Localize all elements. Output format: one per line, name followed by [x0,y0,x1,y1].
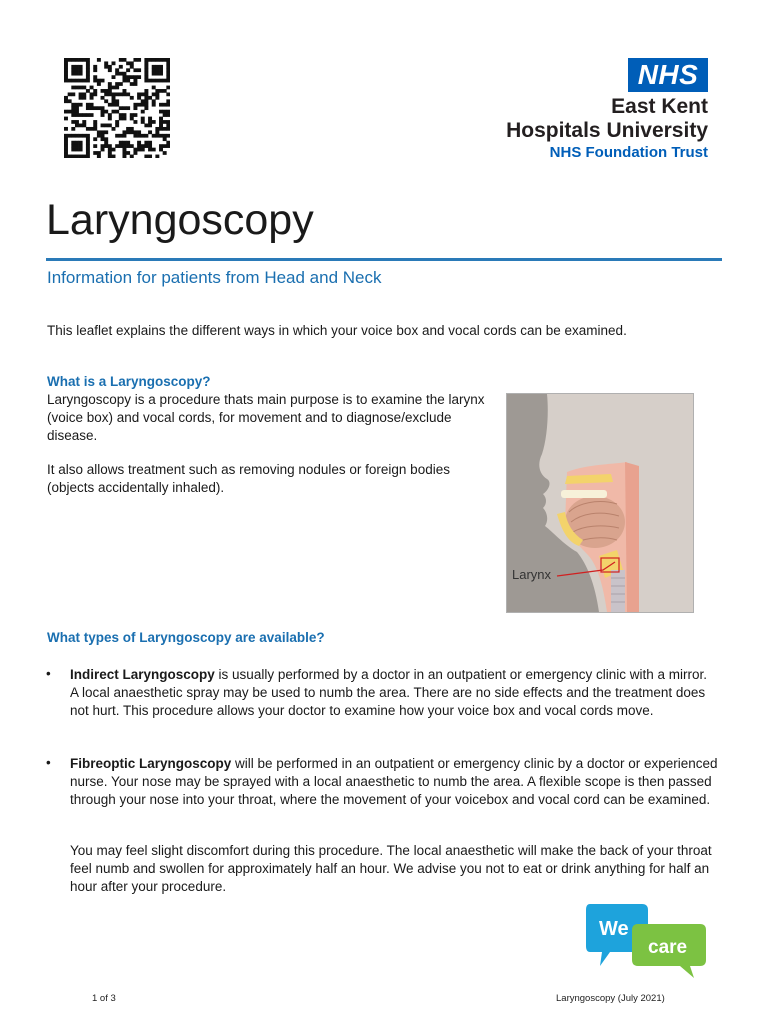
section2-extra-paragraph: You may feel slight discomfort during this procedure. The local anaesthetic will make the back of your throat feel numb and swollen for approximately half an hour. We advise you not to eat or drink anything for half an hour after your procedure. [70,843,712,894]
title-divider [46,258,722,261]
section1-paragraph-2: It also allows treatment such as removing nodules or foreign bodies (objects accidentally inhaled). [47,462,450,495]
section1-paragraph-1: Laryngoscopy is a procedure thats main purpose is to examine the larynx (voice box) and vocal cords, for movement and to diagnose/exclude disease. [47,392,485,443]
we-care-logo [586,902,710,982]
section-heading-what-is: What is a Laryngoscopy? [47,374,211,389]
list-item-term: Indirect Laryngoscopy [70,667,215,682]
list-item-term: Fibreoptic Laryngoscopy [70,756,232,771]
nhs-logo: NHS [628,58,708,92]
intro-text: This leaflet explains the different ways in which your voice box and vocal cords can be examined. [47,323,627,338]
list-item [70,666,718,720]
trust-name-line-1: East Kent [611,95,708,118]
list-item [70,755,718,809]
qr-code-icon [64,58,170,158]
bullet-symbol: • [46,755,51,770]
trust-name-line-2: Hospitals University [506,119,708,142]
page-subtitle: Information for patients from Head and Neck [47,268,382,287]
section-heading-types: What types of Laryngoscopy are available? [47,630,325,645]
footer-document-name: Laryngoscopy (July 2021) [556,993,665,1004]
illustration-label-larynx: Larynx [512,567,552,582]
we-care-text-care: care [648,937,688,958]
trust-name-line-3: NHS Foundation Trust [549,144,708,161]
page-title: Laryngoscopy [46,196,314,244]
we-care-text-we: We [599,918,629,940]
footer-page-number: 1 of 3 [92,993,116,1004]
list-item-text: is usually performed by a doctor in an outpatient or emergency clinic with a mirror. A local anaesthetic spray may be used to numb the area. There are no side effects and the treatment does not hurt. This procedure allows your doctor to examine how your voice box and vocal cords move. [70,667,708,718]
list-item-text: will be performed in an outpatient or emergency clinic by a doctor or experienced nurse. Your nose may be sprayed with a local anaesthetic to numb the area. A flexible scope is then passed through your nose into your throat, where the movement of your voicebox and vocal cord can be examined. [70,756,718,807]
bullet-symbol: • [46,666,51,681]
